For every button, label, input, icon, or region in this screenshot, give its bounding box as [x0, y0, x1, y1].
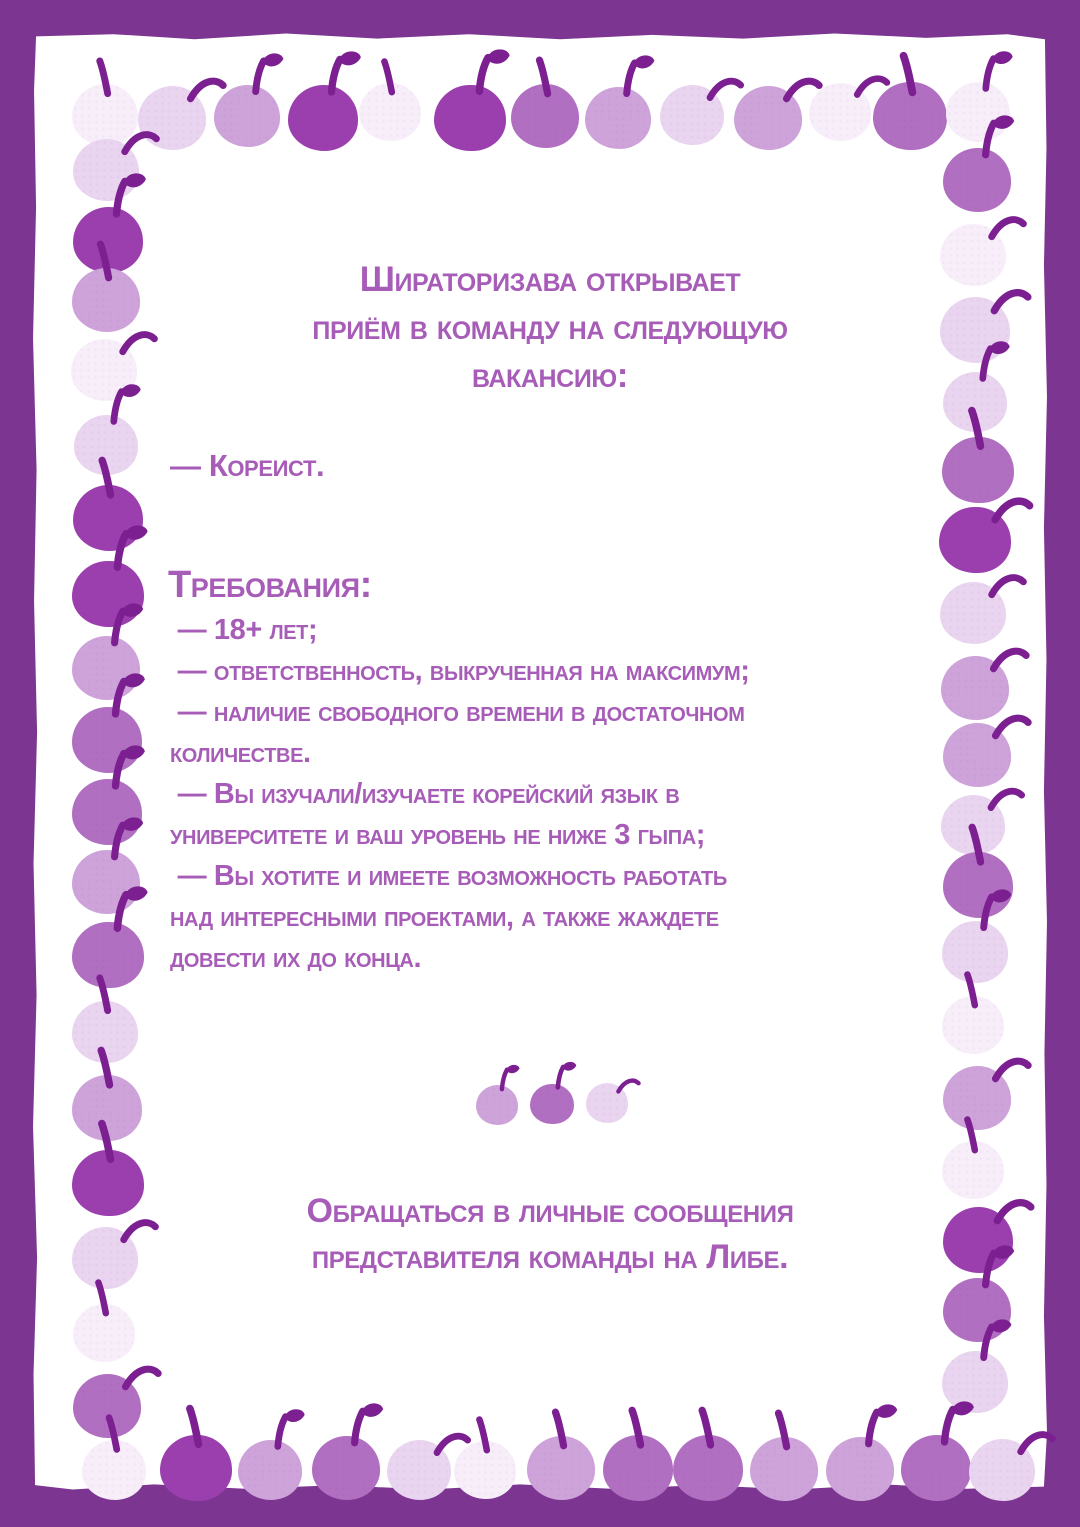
requirement-line: — наличие свободного времени в достаточном [170, 696, 745, 728]
title-line: приём в команду на следующую [312, 308, 788, 347]
contact-note [140, 1188, 960, 1280]
contact-line: Обращаться в личные сообщения [306, 1192, 794, 1230]
requirement-line: количестве. [170, 737, 311, 769]
vacancy-line: — Кореист. [170, 448, 325, 483]
title-line: вакансию: [471, 356, 629, 395]
requirement-line: над интересными проектами, а также жаждете [170, 901, 719, 933]
requirement-line: — 18+ лет; [170, 614, 318, 646]
requirements-list [170, 610, 749, 979]
title-line: Шираторизава открывает [359, 260, 741, 299]
requirements-heading: Требования: [168, 564, 372, 606]
requirement-line: — Вы хотите и имеете возможность работать [170, 860, 727, 892]
poster-title [140, 256, 960, 400]
contact-line: представителя команды на Либе. [311, 1238, 789, 1276]
requirement-line: довести их до конца. [170, 942, 422, 974]
requirement-line: университете и ваш уровень не ниже 3 гыпа; [170, 819, 705, 851]
requirement-line: — Вы изучали/изучаете корейский язык в [170, 778, 680, 810]
requirement-line: — ответственность, выкрученная на максимум; [170, 655, 750, 687]
